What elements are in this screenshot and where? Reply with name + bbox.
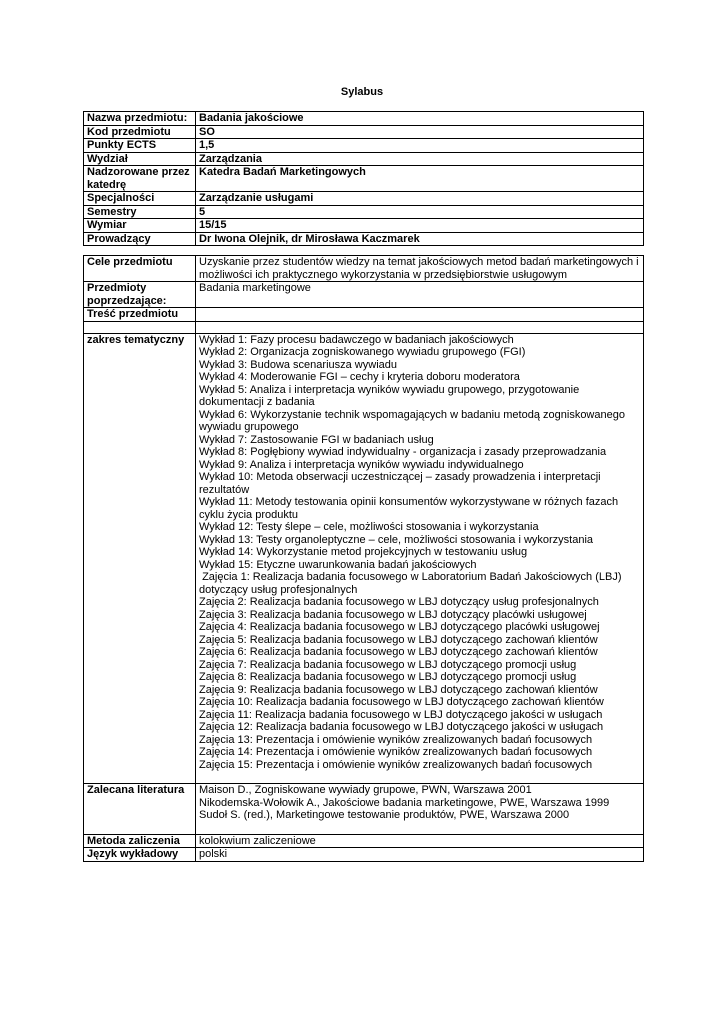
topic-item: Wykład 3: Budowa scenariusza wywiadu [199,358,397,371]
literature-list [196,784,644,835]
info-value: Zarządzanie usługami [196,192,644,206]
document-title: Sylabus [340,86,384,98]
info-row [84,232,644,246]
info-label: Wymiar [84,219,196,233]
info-value: Badania jakościowe [196,112,644,126]
topic-item: Zajęcia 11: Realizacja badania focusowego w LBJ dotyczącego jakości w usługach [199,708,603,721]
topic-item: Wykład 15: Etyczne uwarunkowania badań jakościowych [199,558,477,571]
topic-item: Zajęcia 2: Realizacja badania focusowego w LBJ dotyczący usług profesjonalnych [199,596,599,608]
spacer-row [84,321,644,333]
spacer-cell [196,321,644,333]
info-value: Zarządzania [196,152,644,166]
topic-item: Wykład 1: Fazy procesu badawczego w badaniach jakościowych [199,333,514,346]
goal-row [84,256,644,282]
topic-item: Zajęcia 10: Realizacja badania focusowego w LBJ dotyczącego zachowań klientów [199,696,604,708]
prereq-value: Badania marketingowe [196,282,644,308]
language-value: polski [196,848,644,862]
topic-item: Wykład 12: Testy ślepe – cele, możliwości stosowania i wykorzystania [199,521,539,533]
literature-label: Zalecana literatura [84,784,196,835]
literature-row [84,784,644,835]
info-value: SO [196,125,644,139]
topic-item: Wykład 11: Metody testowania opinii konsumentów wykorzystywane w różnych fazach cyklu życia produktu [199,496,619,521]
info-row [84,219,644,233]
topic-item: Wykład 7: Zastosowanie FGI w badaniach usług [199,433,434,446]
language-row [84,848,644,862]
topic-item: Wykład 6: Wykorzystanie technik wspomagających w badaniu metodą zogniskowanego wywiadu grupowego [199,408,625,433]
topic-item: Zajęcia 9: Realizacja badania focusowego w LBJ dotyczącego zachowań klientów [199,683,598,696]
topic-item: Zajęcia 5: Realizacja badania focusowego w LBJ dotyczącego zachowań klientów [199,633,598,646]
course-info-table [83,111,644,246]
info-value: Dr Iwona Olejnik, dr Mirosława Kaczmarek [196,232,644,246]
info-value: Katedra Badań Marketingowych [196,166,644,192]
info-label: Semestry [84,205,196,219]
topics-list [196,333,644,784]
topic-item: Zajęcia 15: Prezentacja i omówienie wyników zrealizowanych badań focusowych [199,758,593,771]
info-label: Wydział [84,152,196,166]
goal-label: Cele przedmiotu [84,256,196,282]
topic-item: Zajęcia 8: Realizacja badania focusowego w LBJ dotyczącego promocji usług [199,671,577,683]
content-row [84,308,644,322]
topic-item: Zajęcia 14: Prezentacja i omówienie wyników zrealizowanych badań focusowych [199,746,593,758]
language-label: Język wykładowy [84,848,196,862]
topic-item: Zajęcia 1: Realizacja badania focusowego w Laboratorium Badań Jakościowych (LBJ) dotyczący usług profesjonalnych [199,571,625,596]
info-row [84,192,644,206]
topic-item: Zajęcia 12: Realizacja badania focusowego w LBJ dotyczącego jakości w usługach [199,721,604,733]
content-label: Treść przedmiotu [84,308,196,322]
course-details-table [83,255,644,862]
info-row [84,152,644,166]
info-row [84,125,644,139]
topic-item: Wykład 5: Analiza i interpretacja wyników wywiadu grupowego, przygotowanie dokumentacji z badania [199,383,580,408]
content-value [196,308,644,322]
topics-label: zakres tematyczny [84,333,196,784]
prereq-row [84,282,644,308]
prereq-label: Przedmioty poprzedzające: [84,282,196,308]
topic-item: Wykład 13: Testy organoleptyczne – cele, możliwości stosowania i wykorzystania [199,533,594,546]
info-row [84,112,644,126]
info-label: Nadzorowane przez katedrę [84,166,196,192]
method-row [84,834,644,848]
info-label: Specjalności [84,192,196,206]
literature-item: Nikodemska-Wołowik A., Jakościowe badania marketingowe, PWE, Warszawa 1999 [199,796,610,809]
info-row [84,166,644,192]
topic-item: Zajęcia 13: Prezentacja i omówienie wyników zrealizowanych badań focusowych [199,733,593,746]
topic-item: Wykład 2: Organizacja zogniskowanego wywiadu grupowego (FGI) [199,346,526,358]
topic-item: Wykład 8: Pogłębiony wywiad indywidualny - organizacja i zasady przeprowadzania [199,446,607,458]
info-label: Kod przedmiotu [84,125,196,139]
spacer-cell [84,321,196,333]
topics-spacer [199,771,640,783]
topic-item: Wykład 10: Metoda obserwacji uczestniczącej – zasady prowadzenia i interpretacji rezultatów [199,471,601,496]
topic-item: Wykład 4: Moderowanie FGI – cechy i kryteria doboru moderatora [199,371,520,383]
goal-value: Uzyskanie przez studentów wiedzy na temat jakościowych metod badań marketingowych i możliwości ich praktycznego wykorzystania w przedsiębiorstwie usługowym [196,256,644,282]
topic-item: Zajęcia 7: Realizacja badania focusowego w LBJ dotyczącego promocji usług [199,658,577,671]
literature-item: Maison D., Zogniskowane wywiady grupowe, PWN, Warszawa 2001 [199,784,532,796]
info-value: 5 [196,205,644,219]
info-row [84,139,644,153]
topic-item: Zajęcia 4: Realizacja badania focusowego w LBJ dotyczącego placówki usługowej [199,621,600,633]
topic-item: Wykład 14: Wykorzystanie metod projekcyjnych w testowaniu usług [199,546,528,558]
topic-item: Zajęcia 3: Realizacja badania focusowego w LBJ dotyczący placówki usługowej [199,608,587,621]
topic-item: Zajęcia 6: Realizacja badania focusowego w LBJ dotyczącego zachowań klientów [199,646,598,658]
literature-spacer [199,822,640,834]
method-value: kolokwium zaliczeniowe [196,834,644,848]
topic-item: Wykład 9: Analiza i interpretacja wyników wywiadu indywidualnego [199,458,524,471]
literature-item: Sudoł S. (red.), Marketingowe testowanie produktów, PWE, Warszawa 2000 [199,809,570,821]
method-label: Metoda zaliczenia [84,834,196,848]
info-value: 1,5 [196,139,644,153]
topics-row [84,333,644,784]
info-label: Prowadzący [84,232,196,246]
info-row [84,205,644,219]
info-value: 15/15 [196,219,644,233]
info-label: Punkty ECTS [84,139,196,153]
info-label: Nazwa przedmiotu: [84,112,196,126]
